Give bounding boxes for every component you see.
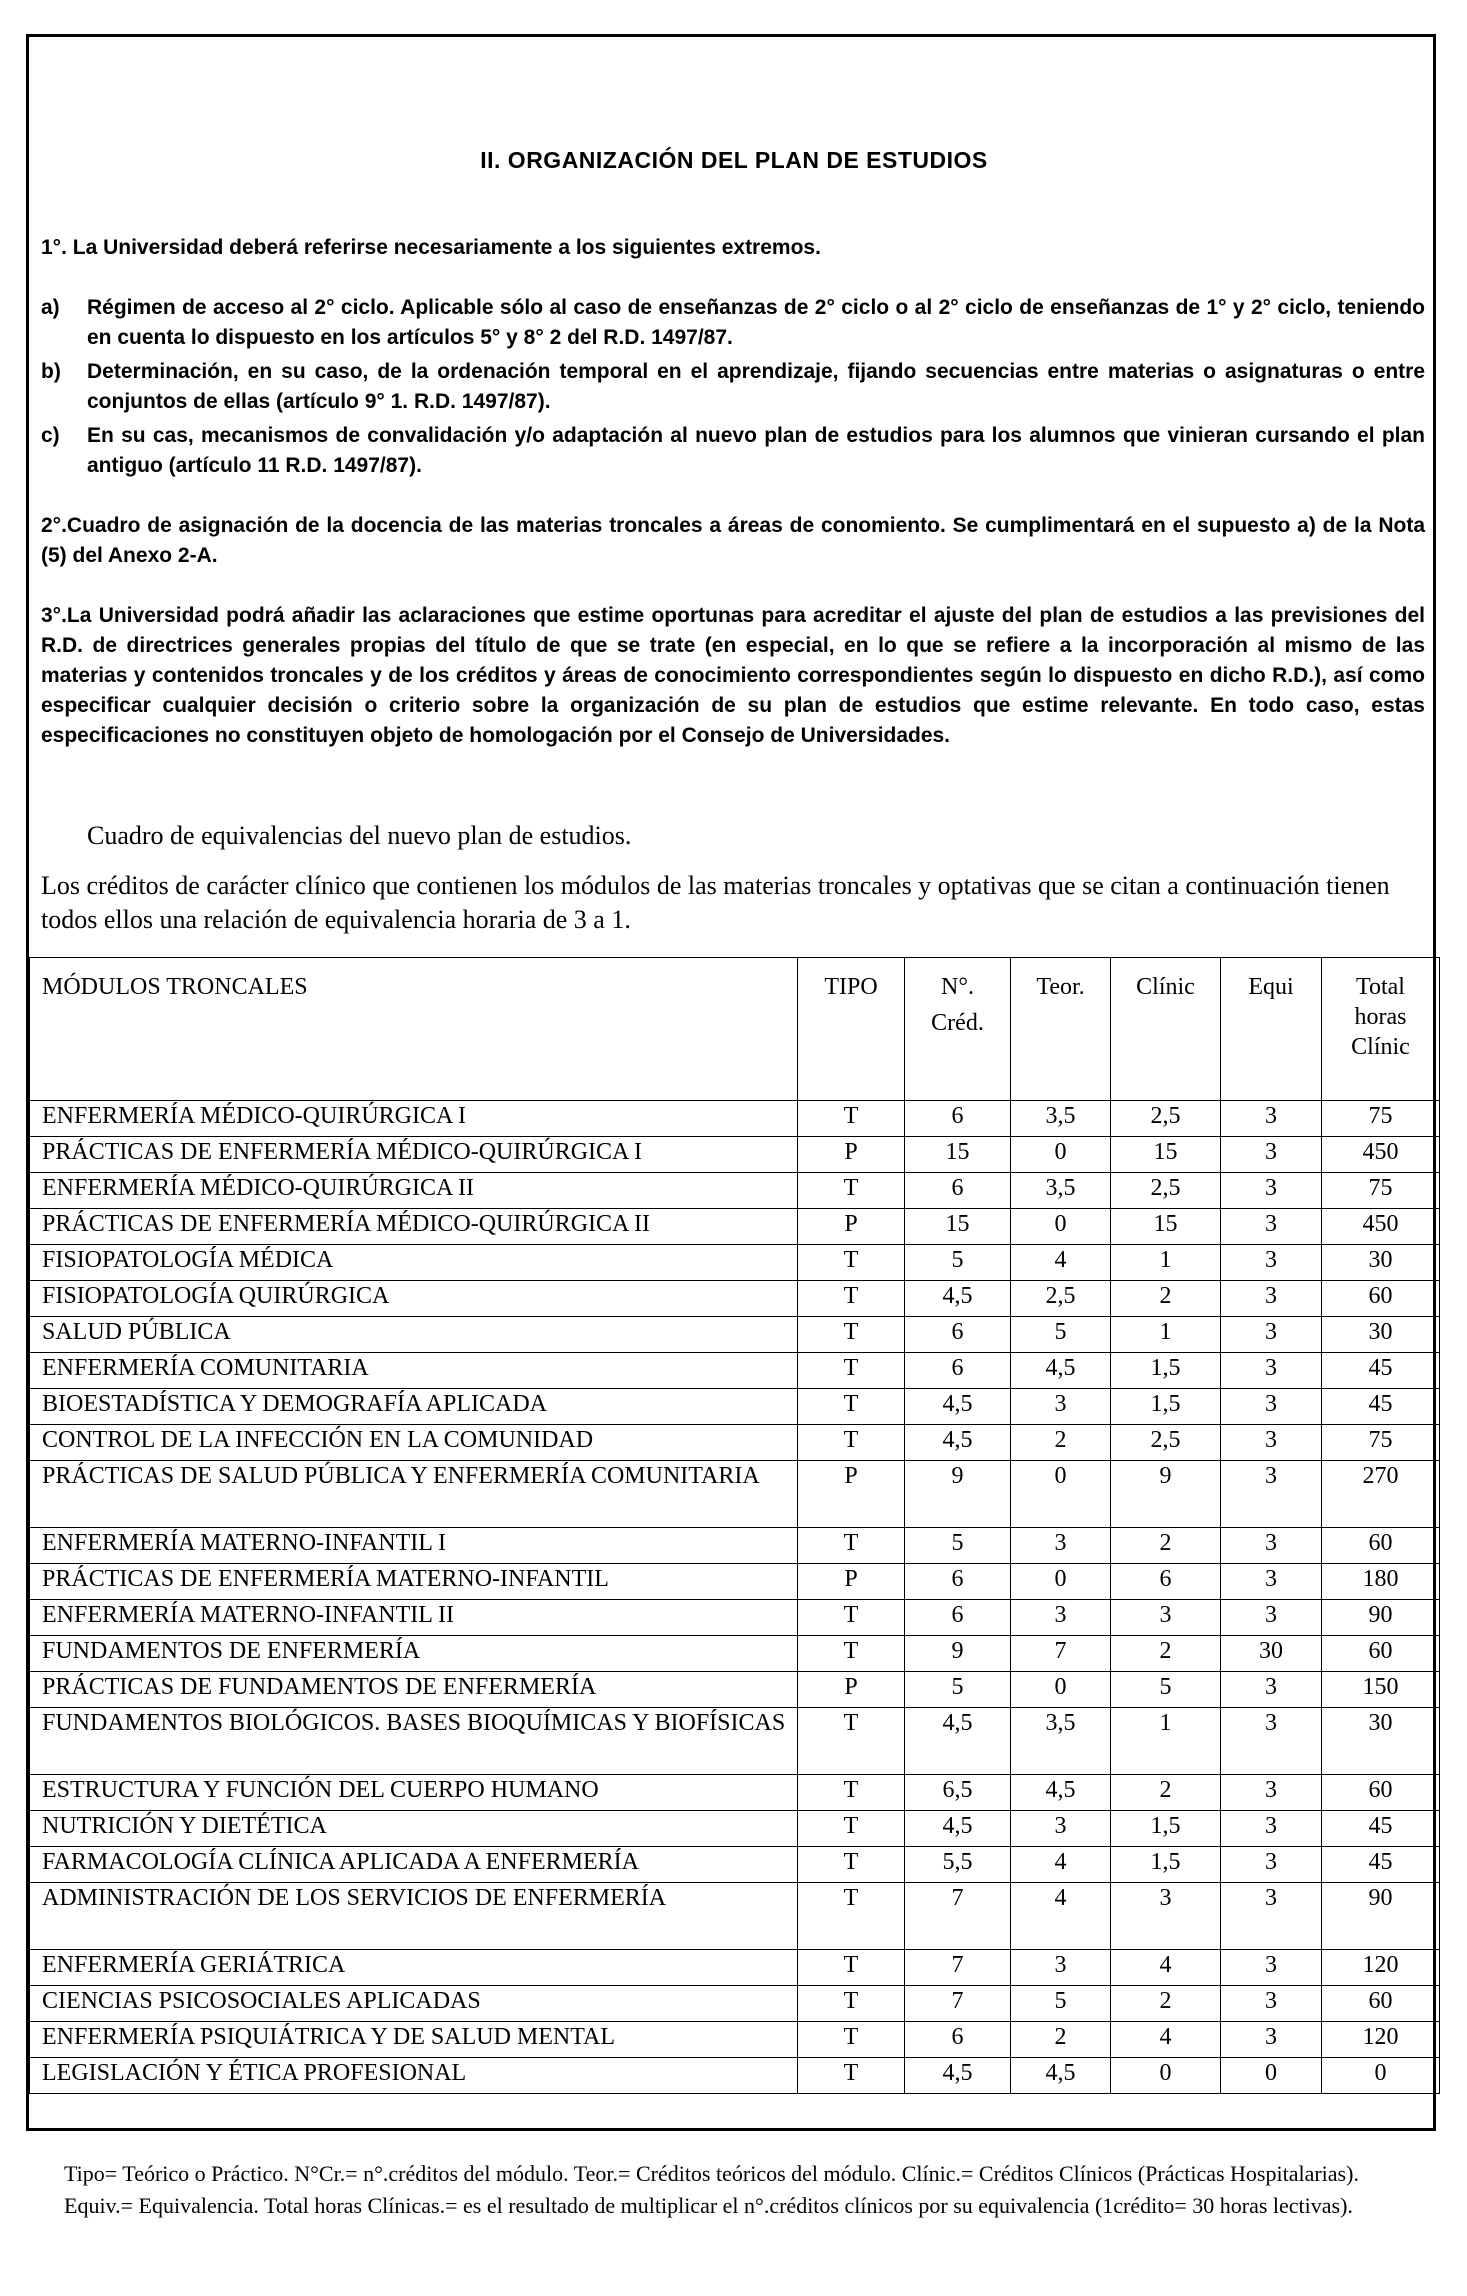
item-text: Determinación, en su caso, de la ordenación temporal en el aprendizaje, fijando secuencias entre materias o asignaturas o entre conjuntos de ellas (artículo 9° 1. R.D. 1497/87).	[87, 360, 1425, 413]
cell-total: 60	[1322, 1636, 1440, 1672]
cell-teor: 3	[1011, 1389, 1111, 1425]
table-row	[30, 1600, 1440, 1636]
cell-equi: 3	[1221, 1137, 1322, 1173]
cell-teor: 3,5	[1011, 1101, 1111, 1137]
cell-equi: 0	[1221, 2058, 1322, 2094]
table-row	[30, 1317, 1440, 1353]
cell-teor: 2	[1011, 1425, 1111, 1461]
cell-total: 450	[1322, 1209, 1440, 1245]
cell-total: 120	[1322, 2022, 1440, 2058]
cell-tipo: P	[798, 1209, 905, 1245]
cell-modulo: PRÁCTICAS DE FUNDAMENTOS DE ENFERMERÍA	[30, 1672, 798, 1708]
cell-clinic: 2	[1111, 1281, 1221, 1317]
cell-clinic: 2	[1111, 1775, 1221, 1811]
cell-total: 60	[1322, 1986, 1440, 2022]
cell-total: 60	[1322, 1528, 1440, 1564]
cell-clinic: 3	[1111, 1600, 1221, 1636]
cell-tipo: T	[798, 1950, 905, 1986]
cell-total: 30	[1322, 1245, 1440, 1281]
cell-modulo: ENFERMERÍA MATERNO-INFANTIL II	[30, 1600, 798, 1636]
cell-modulo: NUTRICIÓN Y DIETÉTICA	[30, 1811, 798, 1847]
cell-equi: 3	[1221, 1883, 1322, 1950]
cell-equi: 3	[1221, 1672, 1322, 1708]
cell-total: 30	[1322, 1708, 1440, 1775]
table-row	[30, 1775, 1440, 1811]
cell-modulo: ENFERMERÍA COMUNITARIA	[30, 1353, 798, 1389]
cell-tipo: T	[798, 1317, 905, 1353]
item-text: En su cas, mecanismos de convalidación y/o adaptación al nuevo plan de estudios para los alumnos que vinieran cursando el plan antiguo (artículo 11 R.D. 1497/87).	[87, 424, 1425, 477]
cell-clinic: 6	[1111, 1564, 1221, 1600]
cell-tipo: P	[798, 1672, 905, 1708]
table-row	[30, 1950, 1440, 1986]
cell-equi: 3	[1221, 1281, 1322, 1317]
cell-total: 150	[1322, 1672, 1440, 1708]
cell-modulo: ENFERMERÍA MATERNO-INFANTIL I	[30, 1528, 798, 1564]
point-2-text: 2°.Cuadro de asignación de la docencia de las materias troncales a áreas de conomiento. Se cumplimentará en el supuesto a) de la Nota (5) del Anexo 2-A.	[41, 514, 1425, 567]
cell-tipo: T	[798, 1775, 905, 1811]
cell-teor: 4	[1011, 1883, 1111, 1950]
cell-total: 75	[1322, 1173, 1440, 1209]
item-text: Régimen de acceso al 2° ciclo. Aplicable sólo al caso de enseñanzas de 2° ciclo o al 2° ciclo de enseñanzas de 1° y 2° ciclo, teniendo en cuenta lo dispuesto en los artículos 5° y 8° 2 del R.D. 1497/87.	[87, 296, 1425, 349]
cell-clinic: 5	[1111, 1672, 1221, 1708]
cell-modulo: LEGISLACIÓN Y ÉTICA PROFESIONAL	[30, 2058, 798, 2094]
cell-cred: 7	[905, 1950, 1011, 1986]
cell-equi: 3	[1221, 1353, 1322, 1389]
header-modulos: MÓDULOS TRONCALES	[30, 958, 798, 1101]
cell-clinic: 2,5	[1111, 1101, 1221, 1137]
cell-cred: 7	[905, 1986, 1011, 2022]
cell-clinic: 4	[1111, 1950, 1221, 1986]
cell-modulo: ENFERMERÍA GERIÁTRICA	[30, 1950, 798, 1986]
cell-cred: 4,5	[905, 1708, 1011, 1775]
cell-total: 75	[1322, 1101, 1440, 1137]
header-creditos-l2: Créd.	[931, 1010, 984, 1036]
cell-equi: 3	[1221, 1564, 1322, 1600]
cell-tipo: P	[798, 1461, 905, 1528]
cell-equi: 3	[1221, 1101, 1322, 1137]
table-row	[30, 1281, 1440, 1317]
cell-tipo: T	[798, 1173, 905, 1209]
cell-tipo: P	[798, 1564, 905, 1600]
item-label: c)	[41, 424, 60, 447]
cell-cred: 4,5	[905, 1281, 1011, 1317]
cell-equi: 3	[1221, 1775, 1322, 1811]
table-row	[30, 1636, 1440, 1672]
cell-cred: 5	[905, 1672, 1011, 1708]
cell-tipo: T	[798, 1986, 905, 2022]
document-frame	[26, 34, 1436, 2131]
cell-cred: 6	[905, 1317, 1011, 1353]
equivalence-intro: Los créditos de carácter clínico que contienen los módulos de las materias troncales y optativas que se citan a continuación tienen todos ellos una relación de equivalencia horaria de 3 a 1.	[41, 871, 1390, 934]
cell-clinic: 4	[1111, 2022, 1221, 2058]
cell-teor: 4,5	[1011, 2058, 1111, 2094]
cell-modulo: ENFERMERÍA MÉDICO-QUIRÚRGICA II	[30, 1173, 798, 1209]
header-teor: Teor.	[1011, 958, 1111, 1101]
cell-clinic: 2,5	[1111, 1425, 1221, 1461]
header-creditos-l1: N°.	[941, 974, 974, 1000]
table-row	[30, 1564, 1440, 1600]
table-row	[30, 1883, 1440, 1950]
cell-total: 45	[1322, 1353, 1440, 1389]
cell-tipo: T	[798, 1281, 905, 1317]
cell-clinic: 2,5	[1111, 1173, 1221, 1209]
cell-clinic: 2	[1111, 1636, 1221, 1672]
cell-modulo: PRÁCTICAS DE ENFERMERÍA MÉDICO-QUIRÚRGICA II	[30, 1209, 798, 1245]
cell-tipo: T	[798, 1528, 905, 1564]
cell-equi: 3	[1221, 1847, 1322, 1883]
cell-cred: 5	[905, 1528, 1011, 1564]
cell-total: 60	[1322, 1281, 1440, 1317]
cell-total: 180	[1322, 1564, 1440, 1600]
cell-tipo: T	[798, 1811, 905, 1847]
cell-cred: 15	[905, 1209, 1011, 1245]
cell-total: 270	[1322, 1461, 1440, 1528]
table-row	[30, 1389, 1440, 1425]
cell-tipo: T	[798, 1101, 905, 1137]
cell-cred: 5,5	[905, 1847, 1011, 1883]
cell-teor: 5	[1011, 1317, 1111, 1353]
cell-teor: 0	[1011, 1672, 1111, 1708]
header-clinic: Clínic	[1111, 958, 1221, 1101]
cell-clinic: 1	[1111, 1708, 1221, 1775]
cell-teor: 0	[1011, 1564, 1111, 1600]
cell-equi: 3	[1221, 2022, 1322, 2058]
header-tipo: TIPO	[798, 958, 905, 1101]
cell-clinic: 1,5	[1111, 1847, 1221, 1883]
cell-equi: 3	[1221, 1528, 1322, 1564]
header-total	[1322, 958, 1440, 1101]
cell-teor: 0	[1011, 1209, 1111, 1245]
table-row	[30, 1672, 1440, 1708]
point-1-text: 1°. La Universidad deberá referirse necesariamente a los siguientes extremos.	[41, 236, 821, 259]
cell-teor: 0	[1011, 1461, 1111, 1528]
table-row	[30, 1245, 1440, 1281]
cell-cred: 7	[905, 1883, 1011, 1950]
cell-cred: 4,5	[905, 1811, 1011, 1847]
cell-cred: 4,5	[905, 1425, 1011, 1461]
table-row	[30, 1708, 1440, 1775]
header-creditos	[905, 958, 1011, 1101]
cell-teor: 0	[1011, 1137, 1111, 1173]
cell-equi: 3	[1221, 1986, 1322, 2022]
cell-modulo: FISIOPATOLOGÍA QUIRÚRGICA	[30, 1281, 798, 1317]
table-row	[30, 1811, 1440, 1847]
cell-tipo: T	[798, 2022, 905, 2058]
cell-tipo: P	[798, 1137, 905, 1173]
cell-clinic: 2	[1111, 1986, 1221, 2022]
cell-cred: 5	[905, 1245, 1011, 1281]
cell-modulo: ENFERMERÍA PSIQUIÁTRICA Y DE SALUD MENTAL	[30, 2022, 798, 2058]
cell-cred: 9	[905, 1461, 1011, 1528]
cell-cred: 4,5	[905, 2058, 1011, 2094]
cell-clinic: 1	[1111, 1245, 1221, 1281]
cell-cred: 6	[905, 2022, 1011, 2058]
cell-modulo: FISIOPATOLOGÍA MÉDICA	[30, 1245, 798, 1281]
cell-tipo: T	[798, 2058, 905, 2094]
item-label: a)	[41, 296, 60, 319]
table-row	[30, 2022, 1440, 2058]
section-heading: II. ORGANIZACIÓN DEL PLAN DE ESTUDIOS	[480, 147, 988, 173]
cell-cred: 15	[905, 1137, 1011, 1173]
cell-total: 30	[1322, 1317, 1440, 1353]
cell-teor: 3	[1011, 1811, 1111, 1847]
footnote: Tipo= Teórico o Práctico. N°Cr.= n°.créditos del módulo. Teor.= Créditos teóricos del módulo. Clínic.= Créditos Clínicos (Prácticas Hospitalarias). Equiv.= Equivalencia. Total horas Clínicas.= es el resultado de multiplicar el n°.créditos clínicos por su equivalencia (1crédito= 30 horas lectivas).	[64, 2161, 1359, 2218]
cell-cred: 6	[905, 1600, 1011, 1636]
cell-teor: 3	[1011, 1600, 1111, 1636]
cell-equi: 3	[1221, 1317, 1322, 1353]
cell-teor: 2,5	[1011, 1281, 1111, 1317]
cell-cred: 4,5	[905, 1389, 1011, 1425]
cell-modulo: FARMACOLOGÍA CLÍNICA APLICADA A ENFERMERÍA	[30, 1847, 798, 1883]
cell-equi: 3	[1221, 1811, 1322, 1847]
cell-total: 90	[1322, 1600, 1440, 1636]
cell-cred: 6	[905, 1353, 1011, 1389]
table-row	[30, 2058, 1440, 2094]
cell-total: 75	[1322, 1425, 1440, 1461]
cell-modulo: ENFERMERÍA MÉDICO-QUIRÚRGICA I	[30, 1101, 798, 1137]
point-3-text: 3°.La Universidad podrá añadir las aclaraciones que estime oportunas para acreditar el ajuste del plan de estudios a las previsiones del R.D. de directrices generales propias del título de que se trate (en especial, en lo que se refiere a la incorporación al mismo de las materias y contenidos troncales y de los créditos y áreas de conocimiento correspondientes según lo dispuesto en dicho R.D.), así como especificar cualquier decisión o criterio sobre la organización de su plan de estudios que estime relevante. En todo caso, estas especificaciones no constituyen objeto de homologación por el Consejo de Universidades.	[41, 604, 1425, 747]
cell-tipo: T	[798, 1636, 905, 1672]
cell-total: 0	[1322, 2058, 1440, 2094]
cell-tipo: T	[798, 1883, 905, 1950]
cell-tipo: T	[798, 1708, 905, 1775]
point-1-item-b	[41, 357, 1425, 417]
cell-teor: 2	[1011, 2022, 1111, 2058]
cell-teor: 3,5	[1011, 1708, 1111, 1775]
cell-equi: 30	[1221, 1636, 1322, 1672]
cell-clinic: 15	[1111, 1137, 1221, 1173]
cell-tipo: T	[798, 1847, 905, 1883]
table-row	[30, 1528, 1440, 1564]
cell-teor: 3	[1011, 1950, 1111, 1986]
cell-cred: 9	[905, 1636, 1011, 1672]
table-row	[30, 1847, 1440, 1883]
cell-modulo: PRÁCTICAS DE SALUD PÚBLICA Y ENFERMERÍA COMUNITARIA	[30, 1461, 798, 1528]
cell-cred: 6	[905, 1173, 1011, 1209]
item-label: b)	[41, 360, 61, 383]
header-equi: Equi	[1221, 958, 1322, 1101]
cell-clinic: 1	[1111, 1317, 1221, 1353]
cell-clinic: 2	[1111, 1528, 1221, 1564]
equivalence-table	[29, 957, 1440, 2094]
cell-teor: 4	[1011, 1847, 1111, 1883]
cell-clinic: 15	[1111, 1209, 1221, 1245]
cell-modulo: BIOESTADÍSTICA Y DEMOGRAFÍA APLICADA	[30, 1389, 798, 1425]
table-row	[30, 1986, 1440, 2022]
cell-equi: 3	[1221, 1461, 1322, 1528]
cell-equi: 3	[1221, 1950, 1322, 1986]
cell-cred: 6,5	[905, 1775, 1011, 1811]
table-row	[30, 1173, 1440, 1209]
cell-cred: 6	[905, 1101, 1011, 1137]
table-row	[30, 1209, 1440, 1245]
cell-clinic: 1,5	[1111, 1389, 1221, 1425]
cell-total: 120	[1322, 1950, 1440, 1986]
cell-teor: 4	[1011, 1245, 1111, 1281]
cell-modulo: PRÁCTICAS DE ENFERMERÍA MÉDICO-QUIRÚRGICA I	[30, 1137, 798, 1173]
cell-total: 45	[1322, 1811, 1440, 1847]
cell-total: 90	[1322, 1883, 1440, 1950]
cell-equi: 3	[1221, 1245, 1322, 1281]
cell-equi: 3	[1221, 1173, 1322, 1209]
cell-teor: 3	[1011, 1528, 1111, 1564]
cell-teor: 7	[1011, 1636, 1111, 1672]
cell-tipo: T	[798, 1389, 905, 1425]
cell-modulo: SALUD PÚBLICA	[30, 1317, 798, 1353]
cell-clinic: 0	[1111, 2058, 1221, 2094]
cell-total: 60	[1322, 1775, 1440, 1811]
cell-teor: 4,5	[1011, 1775, 1111, 1811]
cell-teor: 5	[1011, 1986, 1111, 2022]
cell-tipo: T	[798, 1245, 905, 1281]
cell-equi: 3	[1221, 1389, 1322, 1425]
cell-modulo: PRÁCTICAS DE ENFERMERÍA MATERNO-INFANTIL	[30, 1564, 798, 1600]
cell-modulo: CONTROL DE LA INFECCIÓN EN LA COMUNIDAD	[30, 1425, 798, 1461]
cell-clinic: 9	[1111, 1461, 1221, 1528]
header-total-l3: Clínic	[1351, 1034, 1410, 1060]
cell-cred: 6	[905, 1564, 1011, 1600]
table-row	[30, 1461, 1440, 1528]
cell-clinic: 3	[1111, 1883, 1221, 1950]
point-1-item-a	[41, 293, 1425, 353]
cell-equi: 3	[1221, 1209, 1322, 1245]
point-1-item-c	[41, 421, 1425, 481]
cell-teor: 3,5	[1011, 1173, 1111, 1209]
cell-clinic: 1,5	[1111, 1353, 1221, 1389]
cell-total: 450	[1322, 1137, 1440, 1173]
cell-equi: 3	[1221, 1425, 1322, 1461]
header-total-l1: Total	[1356, 974, 1405, 1000]
equivalence-title: Cuadro de equivalencias del nuevo plan de estudios.	[87, 821, 632, 850]
cell-modulo: FUNDAMENTOS BIOLÓGICOS. BASES BIOQUÍMICAS Y BIOFÍSICAS	[30, 1708, 798, 1775]
cell-tipo: T	[798, 1600, 905, 1636]
table-row	[30, 1137, 1440, 1173]
table-row	[30, 1353, 1440, 1389]
cell-modulo: CIENCIAS PSICOSOCIALES APLICADAS	[30, 1986, 798, 2022]
cell-clinic: 1,5	[1111, 1811, 1221, 1847]
cell-modulo: ESTRUCTURA Y FUNCIÓN DEL CUERPO HUMANO	[30, 1775, 798, 1811]
cell-tipo: T	[798, 1425, 905, 1461]
cell-equi: 3	[1221, 1600, 1322, 1636]
cell-modulo: FUNDAMENTOS DE ENFERMERÍA	[30, 1636, 798, 1672]
cell-total: 45	[1322, 1389, 1440, 1425]
cell-equi: 3	[1221, 1708, 1322, 1775]
table-row	[30, 1425, 1440, 1461]
cell-teor: 4,5	[1011, 1353, 1111, 1389]
table-row	[30, 1101, 1440, 1137]
cell-total: 45	[1322, 1847, 1440, 1883]
header-total-l2: horas	[1354, 1004, 1407, 1030]
cell-modulo: ADMINISTRACIÓN DE LOS SERVICIOS DE ENFERMERÍA	[30, 1883, 798, 1950]
table-header-row	[30, 958, 1440, 1101]
cell-tipo: T	[798, 1353, 905, 1389]
